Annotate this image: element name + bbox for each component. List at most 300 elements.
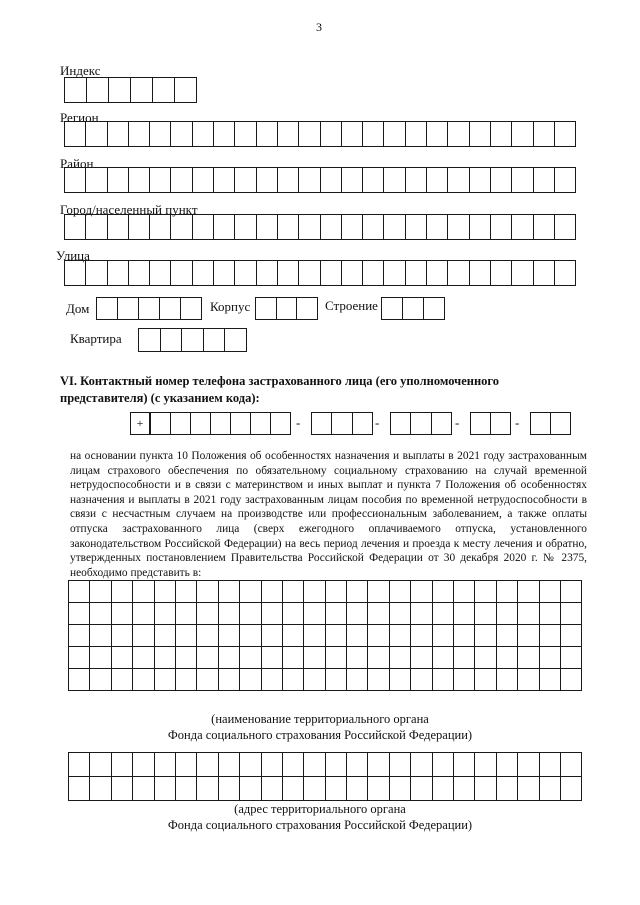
character-cell[interactable]	[277, 167, 299, 193]
grid-cell[interactable]	[474, 752, 496, 777]
grid-cell[interactable]	[496, 624, 518, 647]
character-cell[interactable]	[469, 121, 491, 147]
grid-cell[interactable]	[132, 602, 154, 625]
grid-cell[interactable]	[68, 646, 90, 669]
character-cell[interactable]	[107, 260, 129, 286]
grid-cell[interactable]	[539, 580, 561, 603]
grid-cell[interactable]	[154, 776, 176, 801]
phone-number-part3-input[interactable]	[530, 412, 571, 435]
grid-cell[interactable]	[303, 752, 325, 777]
character-cell[interactable]	[405, 260, 427, 286]
character-cell[interactable]	[277, 214, 299, 240]
character-cell[interactable]	[107, 167, 129, 193]
character-cell[interactable]	[402, 297, 424, 320]
grid-cell[interactable]	[389, 624, 411, 647]
character-cell[interactable]	[383, 167, 405, 193]
character-cell[interactable]	[234, 214, 256, 240]
grid-cell[interactable]	[239, 668, 261, 691]
character-cell[interactable]	[234, 121, 256, 147]
grid-cell[interactable]	[261, 580, 283, 603]
grid-cell[interactable]	[496, 752, 518, 777]
grid-cell[interactable]	[560, 624, 582, 647]
character-cell[interactable]	[149, 214, 171, 240]
character-cell[interactable]	[490, 412, 511, 435]
grid-cell[interactable]	[303, 668, 325, 691]
character-cell[interactable]	[320, 260, 342, 286]
grid-cell[interactable]	[239, 602, 261, 625]
character-cell[interactable]	[320, 121, 342, 147]
grid-cell[interactable]	[367, 668, 389, 691]
grid-cell[interactable]	[389, 602, 411, 625]
character-cell[interactable]	[341, 167, 363, 193]
territorial-organ-name-grid[interactable]	[68, 580, 582, 691]
grid-cell[interactable]	[261, 624, 283, 647]
phone-area-code-input[interactable]	[311, 412, 373, 435]
grid-cell[interactable]	[367, 776, 389, 801]
grid-cell[interactable]	[132, 646, 154, 669]
character-cell[interactable]	[64, 260, 86, 286]
grid-cell[interactable]	[303, 580, 325, 603]
grid-cell[interactable]	[261, 776, 283, 801]
character-cell[interactable]	[530, 412, 551, 435]
grid-cell[interactable]	[453, 602, 475, 625]
grid-cell[interactable]	[367, 646, 389, 669]
grid-cell[interactable]	[410, 668, 432, 691]
character-cell[interactable]	[423, 297, 445, 320]
character-cell[interactable]	[490, 167, 512, 193]
character-cell[interactable]	[150, 412, 171, 435]
character-cell[interactable]	[170, 260, 192, 286]
grid-cell[interactable]	[474, 624, 496, 647]
character-cell[interactable]	[107, 214, 129, 240]
grid-cell[interactable]	[111, 580, 133, 603]
character-cell[interactable]	[511, 260, 533, 286]
character-cell[interactable]	[277, 121, 299, 147]
grid-cell[interactable]	[432, 646, 454, 669]
character-cell[interactable]	[469, 214, 491, 240]
grid-cell[interactable]	[89, 668, 111, 691]
character-cell[interactable]	[230, 412, 251, 435]
character-cell[interactable]	[192, 260, 214, 286]
grid-cell[interactable]	[325, 580, 347, 603]
grid-cell[interactable]	[474, 646, 496, 669]
grid-cell[interactable]	[560, 752, 582, 777]
grid-cell[interactable]	[154, 646, 176, 669]
grid-cell[interactable]	[432, 580, 454, 603]
grid-cell[interactable]	[282, 668, 304, 691]
grid-cell[interactable]	[282, 602, 304, 625]
character-cell[interactable]	[447, 121, 469, 147]
character-cell[interactable]	[138, 297, 160, 320]
character-cell[interactable]	[256, 260, 278, 286]
grid-cell[interactable]	[539, 624, 561, 647]
phone-country-code-cells[interactable]	[150, 412, 291, 435]
territorial-organ-address-grid[interactable]	[68, 752, 582, 801]
character-cell[interactable]	[341, 121, 363, 147]
grid-cell[interactable]	[367, 752, 389, 777]
character-cell[interactable]	[469, 260, 491, 286]
grid-cell[interactable]	[432, 668, 454, 691]
grid-cell[interactable]	[474, 776, 496, 801]
grid-cell[interactable]	[517, 668, 539, 691]
character-cell[interactable]	[128, 260, 150, 286]
grid-cell[interactable]	[239, 752, 261, 777]
grid-cell[interactable]	[175, 668, 197, 691]
grid-cell[interactable]	[539, 752, 561, 777]
grid-cell[interactable]	[89, 580, 111, 603]
grid-cell[interactable]	[539, 668, 561, 691]
character-cell[interactable]	[203, 328, 226, 352]
grid-cell[interactable]	[132, 668, 154, 691]
grid-cell[interactable]	[196, 602, 218, 625]
character-cell[interactable]	[320, 214, 342, 240]
character-cell[interactable]	[554, 167, 576, 193]
character-cell[interactable]	[149, 121, 171, 147]
grid-cell[interactable]	[303, 602, 325, 625]
character-cell[interactable]	[490, 121, 512, 147]
character-cell[interactable]	[128, 167, 150, 193]
grid-cell[interactable]	[517, 776, 539, 801]
character-cell[interactable]	[362, 260, 384, 286]
grid-cell[interactable]	[432, 624, 454, 647]
character-cell[interactable]	[250, 412, 271, 435]
character-cell[interactable]	[170, 121, 192, 147]
grid-cell[interactable]	[282, 580, 304, 603]
grid-cell[interactable]	[261, 646, 283, 669]
grid-cell[interactable]	[367, 580, 389, 603]
character-cell[interactable]	[405, 167, 427, 193]
grid-cell[interactable]	[111, 668, 133, 691]
character-cell[interactable]	[117, 297, 139, 320]
character-cell[interactable]	[490, 260, 512, 286]
index-input[interactable]	[64, 77, 197, 103]
character-cell[interactable]	[554, 214, 576, 240]
character-cell[interactable]	[550, 412, 571, 435]
grid-cell[interactable]	[325, 624, 347, 647]
grid-cell[interactable]	[303, 624, 325, 647]
grid-cell[interactable]	[196, 624, 218, 647]
grid-cell[interactable]	[410, 602, 432, 625]
character-cell[interactable]	[296, 297, 318, 320]
structure-input[interactable]	[381, 297, 445, 320]
character-cell[interactable]	[85, 260, 107, 286]
character-cell[interactable]	[192, 214, 214, 240]
character-cell[interactable]	[138, 328, 161, 352]
character-cell[interactable]	[180, 297, 202, 320]
grid-cell[interactable]	[175, 602, 197, 625]
grid-cell[interactable]	[89, 752, 111, 777]
grid-cell[interactable]	[496, 602, 518, 625]
character-cell[interactable]	[190, 412, 211, 435]
character-cell[interactable]	[426, 167, 448, 193]
character-cell[interactable]	[511, 121, 533, 147]
character-cell[interactable]	[447, 260, 469, 286]
grid-cell[interactable]	[432, 752, 454, 777]
character-cell[interactable]	[64, 121, 86, 147]
grid-cell[interactable]	[239, 580, 261, 603]
character-cell[interactable]	[130, 77, 153, 103]
character-cell[interactable]	[383, 121, 405, 147]
grid-cell[interactable]	[474, 602, 496, 625]
character-cell[interactable]	[405, 214, 427, 240]
building-input[interactable]	[255, 297, 318, 320]
character-cell[interactable]	[320, 167, 342, 193]
character-cell[interactable]	[352, 412, 373, 435]
character-cell[interactable]	[381, 297, 403, 320]
character-cell[interactable]	[410, 412, 431, 435]
phone-number-part1-input[interactable]	[390, 412, 452, 435]
grid-cell[interactable]	[346, 602, 368, 625]
house-input[interactable]	[96, 297, 202, 320]
grid-cell[interactable]	[410, 776, 432, 801]
grid-cell[interactable]	[389, 668, 411, 691]
phone-country-input[interactable]	[130, 412, 291, 435]
character-cell[interactable]	[170, 412, 191, 435]
grid-cell[interactable]	[560, 580, 582, 603]
grid-cell[interactable]	[346, 624, 368, 647]
character-cell[interactable]	[277, 260, 299, 286]
character-cell[interactable]	[533, 260, 555, 286]
character-cell[interactable]	[85, 121, 107, 147]
grid-cell[interactable]	[389, 646, 411, 669]
character-cell[interactable]	[426, 121, 448, 147]
character-cell[interactable]	[298, 214, 320, 240]
grid-cell[interactable]	[239, 646, 261, 669]
grid-cell[interactable]	[282, 624, 304, 647]
character-cell[interactable]	[405, 121, 427, 147]
grid-cell[interactable]	[496, 646, 518, 669]
grid-cell[interactable]	[410, 580, 432, 603]
grid-cell[interactable]	[410, 646, 432, 669]
character-cell[interactable]	[213, 167, 235, 193]
character-cell[interactable]	[276, 297, 298, 320]
grid-cell[interactable]	[89, 776, 111, 801]
character-cell[interactable]	[174, 77, 197, 103]
character-cell[interactable]	[533, 121, 555, 147]
grid-cell[interactable]	[196, 752, 218, 777]
character-cell[interactable]	[511, 214, 533, 240]
grid-cell[interactable]	[218, 602, 240, 625]
grid-cell[interactable]	[261, 668, 283, 691]
grid-cell[interactable]	[111, 624, 133, 647]
grid-cell[interactable]	[175, 776, 197, 801]
character-cell[interactable]	[107, 121, 129, 147]
character-cell[interactable]	[383, 214, 405, 240]
grid-cell[interactable]	[346, 646, 368, 669]
grid-cell[interactable]	[453, 624, 475, 647]
character-cell[interactable]	[533, 214, 555, 240]
grid-cell[interactable]	[154, 624, 176, 647]
grid-cell[interactable]	[432, 602, 454, 625]
grid-cell[interactable]	[346, 776, 368, 801]
character-cell[interactable]	[341, 214, 363, 240]
character-cell[interactable]	[128, 214, 150, 240]
grid-cell[interactable]	[517, 580, 539, 603]
grid-cell[interactable]	[68, 668, 90, 691]
character-cell[interactable]	[234, 167, 256, 193]
character-cell[interactable]	[362, 214, 384, 240]
grid-cell[interactable]	[196, 580, 218, 603]
district-input[interactable]	[64, 167, 576, 193]
character-cell[interactable]	[224, 328, 247, 352]
grid-cell[interactable]	[346, 752, 368, 777]
grid-cell[interactable]	[410, 752, 432, 777]
character-cell[interactable]	[270, 412, 291, 435]
character-cell[interactable]	[554, 121, 576, 147]
character-cell[interactable]	[426, 214, 448, 240]
grid-cell[interactable]	[389, 752, 411, 777]
character-cell[interactable]	[362, 167, 384, 193]
grid-cell[interactable]	[539, 646, 561, 669]
grid-cell[interactable]	[560, 602, 582, 625]
grid-cell[interactable]	[303, 776, 325, 801]
character-cell[interactable]	[86, 77, 109, 103]
grid-cell[interactable]	[282, 752, 304, 777]
character-cell[interactable]	[85, 167, 107, 193]
grid-cell[interactable]	[132, 752, 154, 777]
grid-cell[interactable]	[367, 602, 389, 625]
character-cell[interactable]	[256, 121, 278, 147]
grid-cell[interactable]	[474, 668, 496, 691]
character-cell[interactable]	[210, 412, 231, 435]
grid-cell[interactable]	[89, 624, 111, 647]
character-cell[interactable]	[152, 77, 175, 103]
grid-cell[interactable]	[68, 776, 90, 801]
character-cell[interactable]	[170, 167, 192, 193]
grid-cell[interactable]	[410, 624, 432, 647]
grid-cell[interactable]	[325, 776, 347, 801]
character-cell[interactable]	[85, 214, 107, 240]
character-cell[interactable]	[255, 297, 277, 320]
grid-cell[interactable]	[68, 580, 90, 603]
character-cell[interactable]	[64, 167, 86, 193]
character-cell[interactable]	[469, 167, 491, 193]
grid-cell[interactable]	[154, 602, 176, 625]
city-input[interactable]	[64, 214, 576, 240]
character-cell[interactable]	[511, 167, 533, 193]
character-cell[interactable]	[554, 260, 576, 286]
character-cell[interactable]	[170, 214, 192, 240]
character-cell[interactable]	[192, 167, 214, 193]
character-cell[interactable]	[362, 121, 384, 147]
grid-cell[interactable]	[517, 646, 539, 669]
grid-cell[interactable]	[218, 624, 240, 647]
grid-cell[interactable]	[175, 646, 197, 669]
grid-cell[interactable]	[239, 624, 261, 647]
grid-cell[interactable]	[218, 752, 240, 777]
grid-cell[interactable]	[89, 646, 111, 669]
grid-cell[interactable]	[132, 776, 154, 801]
grid-cell[interactable]	[453, 646, 475, 669]
region-input[interactable]	[64, 121, 576, 147]
grid-cell[interactable]	[89, 602, 111, 625]
phone-number-part2-input[interactable]	[470, 412, 511, 435]
grid-cell[interactable]	[68, 602, 90, 625]
character-cell[interactable]	[341, 260, 363, 286]
character-cell[interactable]	[383, 260, 405, 286]
grid-cell[interactable]	[453, 752, 475, 777]
character-cell[interactable]	[390, 412, 411, 435]
grid-cell[interactable]	[496, 580, 518, 603]
grid-cell[interactable]	[560, 646, 582, 669]
grid-cell[interactable]	[282, 646, 304, 669]
grid-cell[interactable]	[154, 752, 176, 777]
character-cell[interactable]	[470, 412, 491, 435]
character-cell[interactable]	[298, 260, 320, 286]
grid-cell[interactable]	[496, 776, 518, 801]
grid-cell[interactable]	[303, 646, 325, 669]
grid-cell[interactable]	[218, 646, 240, 669]
street-input[interactable]	[64, 260, 576, 286]
grid-cell[interactable]	[560, 776, 582, 801]
character-cell[interactable]	[256, 214, 278, 240]
grid-cell[interactable]	[346, 580, 368, 603]
grid-cell[interactable]	[325, 668, 347, 691]
grid-cell[interactable]	[218, 668, 240, 691]
grid-cell[interactable]	[154, 668, 176, 691]
grid-cell[interactable]	[154, 580, 176, 603]
grid-cell[interactable]	[68, 752, 90, 777]
grid-cell[interactable]	[175, 580, 197, 603]
character-cell[interactable]	[298, 167, 320, 193]
character-cell[interactable]	[96, 297, 118, 320]
character-cell[interactable]	[447, 214, 469, 240]
grid-cell[interactable]	[175, 752, 197, 777]
character-cell[interactable]	[331, 412, 352, 435]
grid-cell[interactable]	[196, 776, 218, 801]
grid-cell[interactable]	[132, 580, 154, 603]
grid-cell[interactable]	[453, 776, 475, 801]
grid-cell[interactable]	[453, 580, 475, 603]
grid-cell[interactable]	[196, 646, 218, 669]
character-cell[interactable]	[533, 167, 555, 193]
apartment-input[interactable]	[138, 328, 247, 352]
character-cell[interactable]	[64, 214, 86, 240]
grid-cell[interactable]	[539, 602, 561, 625]
character-cell[interactable]	[160, 328, 183, 352]
grid-cell[interactable]	[111, 646, 133, 669]
grid-cell[interactable]	[261, 602, 283, 625]
character-cell[interactable]	[213, 214, 235, 240]
character-cell[interactable]	[192, 121, 214, 147]
grid-cell[interactable]	[432, 776, 454, 801]
grid-cell[interactable]	[517, 752, 539, 777]
character-cell[interactable]	[431, 412, 452, 435]
grid-cell[interactable]	[539, 776, 561, 801]
character-cell[interactable]	[213, 121, 235, 147]
grid-cell[interactable]	[389, 776, 411, 801]
grid-cell[interactable]	[325, 602, 347, 625]
character-cell[interactable]	[311, 412, 332, 435]
grid-cell[interactable]	[111, 752, 133, 777]
grid-cell[interactable]	[517, 624, 539, 647]
grid-cell[interactable]	[111, 602, 133, 625]
grid-cell[interactable]	[218, 776, 240, 801]
grid-cell[interactable]	[496, 668, 518, 691]
character-cell[interactable]	[128, 121, 150, 147]
character-cell[interactable]	[181, 328, 204, 352]
character-cell[interactable]	[213, 260, 235, 286]
grid-cell[interactable]	[560, 668, 582, 691]
grid-cell[interactable]	[132, 624, 154, 647]
character-cell[interactable]	[159, 297, 181, 320]
character-cell[interactable]	[108, 77, 131, 103]
grid-cell[interactable]	[218, 580, 240, 603]
character-cell[interactable]	[234, 260, 256, 286]
grid-cell[interactable]	[261, 752, 283, 777]
grid-cell[interactable]	[196, 668, 218, 691]
grid-cell[interactable]	[346, 668, 368, 691]
